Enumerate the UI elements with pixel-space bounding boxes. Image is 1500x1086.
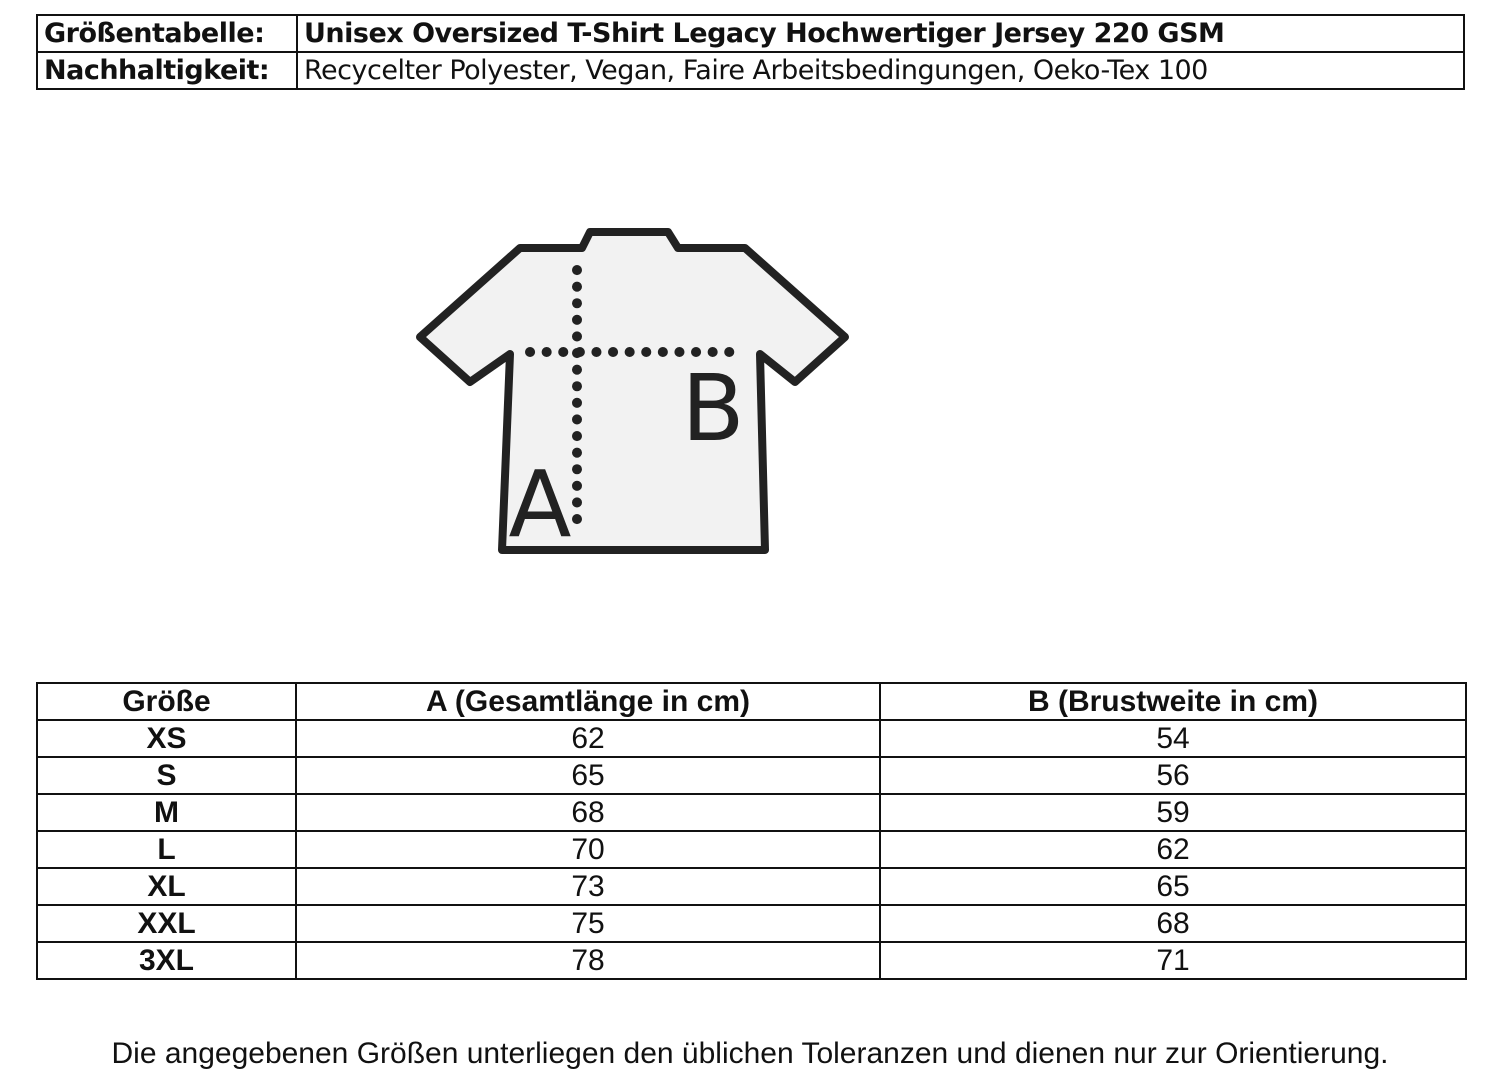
size-cell: XL [37,868,296,905]
header-chest-width: B (Brustweite in cm) [880,683,1466,720]
chest-width-cell: 59 [880,794,1466,831]
length-cell: 70 [296,831,880,868]
info-value-product-name: Unisex Oversized T-Shirt Legacy Hochwertiger Jersey 220 GSM [297,15,1464,52]
product-info-table [36,14,1465,90]
table-row [37,794,1466,831]
length-cell: 78 [296,942,880,979]
chest-width-cell: 71 [880,942,1466,979]
size-cell: 3XL [37,942,296,979]
length-cell: 68 [296,794,880,831]
size-cell: M [37,794,296,831]
size-cell: XS [37,720,296,757]
header-size: Größe [37,683,296,720]
chest-width-cell: 65 [880,868,1466,905]
size-cell: S [37,757,296,794]
size-cell: XXL [37,905,296,942]
chest-width-cell: 56 [880,757,1466,794]
info-value-sustainability: Recycelter Polyester, Vegan, Faire Arbeitsbedingungen, Oeko-Tex 100 [297,52,1464,89]
table-row [37,868,1466,905]
table-row [37,757,1466,794]
tshirt-measurement-icon [410,222,860,562]
table-row [37,905,1466,942]
length-cell: 62 [296,720,880,757]
tolerance-footnote: Die angegebenen Größen unterliegen den üblichen Toleranzen und dienen nur zur Orientierung. [111,1037,1389,1070]
length-cell: 73 [296,868,880,905]
size-cell: L [37,831,296,868]
label-a: A [508,451,572,558]
header-length: A (Gesamtlänge in cm) [296,683,880,720]
table-row [37,942,1466,979]
chest-width-cell: 62 [880,831,1466,868]
length-cell: 65 [296,757,880,794]
label-b: B [681,355,745,462]
info-key-sustainability: Nachhaltigkeit: [37,52,297,89]
size-table [36,682,1467,980]
table-row [37,720,1466,757]
info-row-size-chart [37,15,1464,52]
chest-width-cell: 68 [880,905,1466,942]
info-key-size-chart: Größentabelle: [37,15,297,52]
tshirt-outline [420,232,845,550]
chest-width-cell: 54 [880,720,1466,757]
info-row-sustainability [37,52,1464,89]
table-row [37,831,1466,868]
length-cell: 75 [296,905,880,942]
size-table-header-row [37,683,1466,720]
